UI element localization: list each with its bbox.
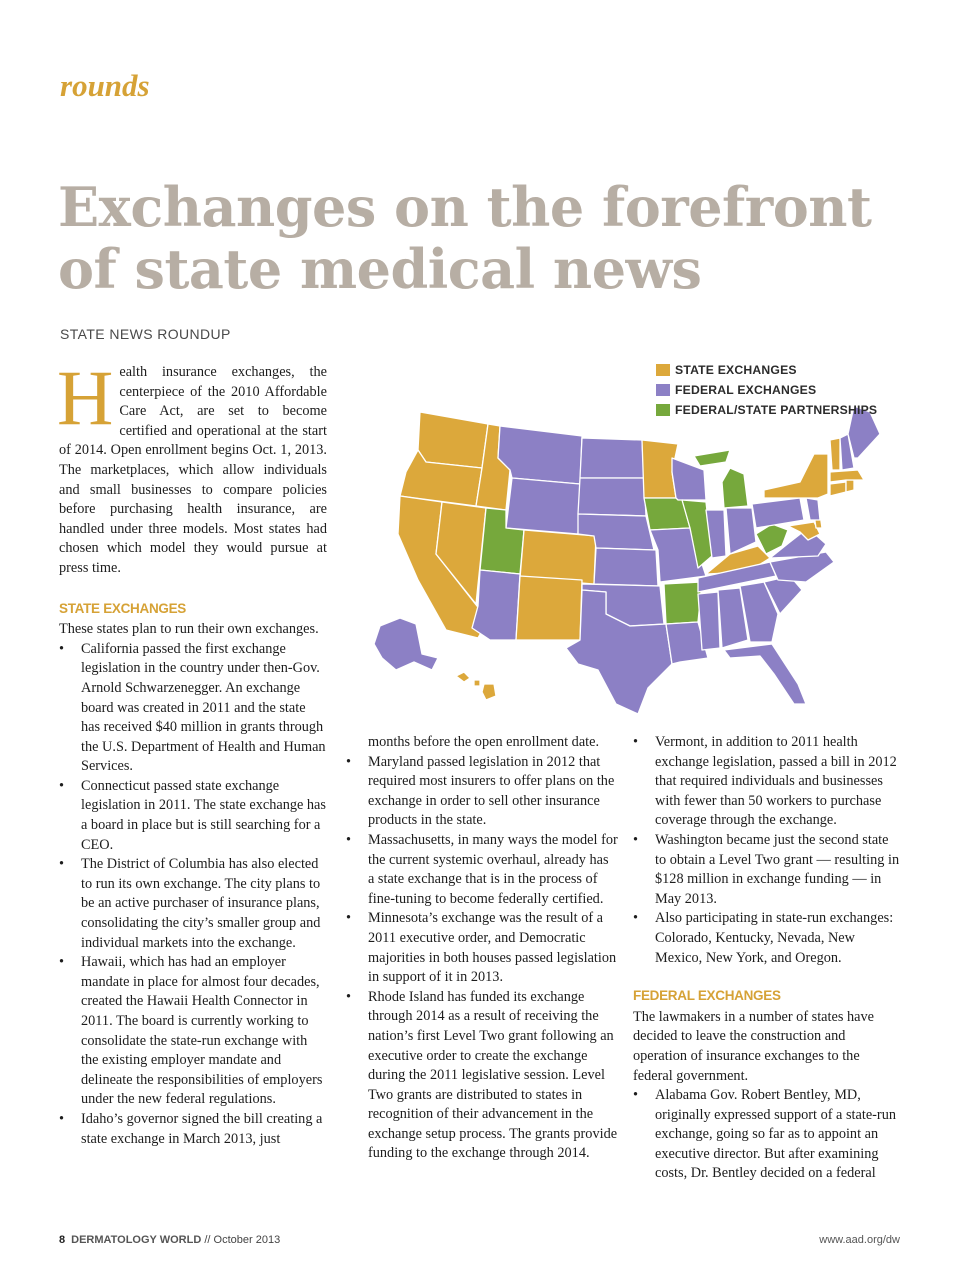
state-rhode-island [846,480,854,492]
intro-paragraph [57,354,327,579]
state-vermont [830,438,840,470]
article-column-2 [346,733,618,1164]
state-bullet-list [59,640,327,1149]
bullet-massachusetts: • Massachusetts, in many ways the model for the current systemic overhaul, already has a state exchange that is in the process of fine-tuning to become federally certified. [346,831,618,909]
page-number: 8 [59,1234,66,1246]
federal-exchanges-heading: FEDERAL EXCHANGES [633,988,781,1004]
legend-swatch-federal [656,384,670,396]
bullet-hawaii: • Hawaii, which has had an employer mandate in place for almost four decades, created the Hawaii Health Connector in 2011. The board is currently working to consolidate the state-run exchange with the existing employer mandate and delineate the responsibilities of employers under the new federal regulations. [59,953,327,1110]
kicker: STATE NEWS ROUNDUP [60,326,231,342]
state-alaska [374,618,438,670]
state-pennsylvania [752,498,804,528]
legend-item-federal [656,380,877,400]
article-column-3 [633,733,901,1184]
bullet-idaho: • Idaho’s governor signed the bill creating a state exchange in March 2013, just [59,1110,327,1149]
legend-item-state [656,360,877,380]
legend-swatch-partnership [656,404,670,416]
bullet-maryland: • Maryland passed legislation in 2012 that required most insurers to offer plans on the exchange in order to sell other insurance products in the state. [346,753,618,831]
bullet-connecticut: • Connecticut passed state exchange legislation in 2011. The state exchange has a board in place but is still searching for a CEO. [59,777,327,855]
bullet-california: • California passed the first exchange legislation in the country under then-Gov. Arnold Schwarzenegger. An exchange board was created in 2011 and the state has received $40 million in grants through the U.S. Department of Health and Human Services. [59,640,327,777]
idaho-continuation: months before the open enrollment date. [368,734,600,750]
state-colorado [520,530,596,584]
legend-label-state: STATE EXCHANGES [675,363,797,377]
map-legend [656,360,877,420]
issue-date: // October 2013 [204,1234,281,1246]
bullet-vermont: • Vermont, in addition to 2011 health exchange legislation, passed a bill in 2012 that required individuals and businesses with fewer than 50 workers to purchase coverage through the exchange. [633,733,901,831]
footer-left [59,1234,280,1246]
state-arkansas [664,582,702,624]
state-connecticut [830,482,846,496]
bullet-also-participating: • Also participating in state-run exchanges: Colorado, Kentucky, Nevada, New Mexico, New York, and Oregon. [633,909,901,968]
state-north-dakota [580,438,644,478]
state-new-jersey [806,498,820,520]
bullet-washington: • Washington became just the second state to obtain a Level Two grant — resulting in $128 million in exchange funding — in May 2013. [633,831,901,909]
state-bullet-list-3 [633,733,901,968]
section-label: rounds [60,68,150,103]
magazine-name: DERMATOLOGY WORLD [71,1234,202,1246]
state-mississippi [698,592,720,650]
state-south-dakota [578,478,646,516]
state-new-mexico [516,576,582,640]
state-hawaii [456,672,496,700]
bullet-alabama: • Alabama Gov. Robert Bentley, MD, originally expressed support of a state-run exchange, going so far as to appoint an executive director. But after examining costs, Dr. Bentley decided on a federal [633,1086,901,1184]
state-new-york [764,454,828,498]
state-exchanges-lead: These states plan to run their own exchanges. [59,621,319,638]
legend-label-partnership: FEDERAL/STATE PARTNERSHIPS [675,403,878,417]
headline: Exchanges on the forefront of state medical news [58,175,872,301]
state-washington [418,412,488,468]
state-kansas [594,548,658,586]
state-arizona [472,570,520,640]
federal-exchanges-lead: The lawmakers in a number of states have decided to leave the construction and operation of insurance exchanges to the federal government. [633,1008,874,1084]
federal-bullet-list [633,1086,901,1184]
footer-url: www.aad.org/dw [819,1234,900,1246]
state-michigan [722,468,748,508]
state-wyoming [506,478,580,534]
state-michigan-upper [694,450,730,466]
bullet-rhode-island: • Rhode Island has funded its exchange through 2014 as a result of receiving the nation’s first Level Two grant following an executive order to create the exchange during the 2011 legislative session. Level Two grants are distributed to states in recognition of their advancement in the exchange setup process. The grants provide funding to the exchange through 2014. [346,988,618,1164]
state-bullet-list-2 [346,753,618,1164]
bullet-district-of-columbia: • The District of Columbia has also elected to run its own exchange. The city plans to be an active purchaser of insurance plans, consolidating the city’s smaller group and individual markets into the exchange. [59,855,327,953]
state-exchanges-heading: STATE EXCHANGES [59,600,187,616]
state-massachusetts [830,470,864,482]
article-column-1 [57,354,327,1149]
legend-swatch-state [656,364,670,376]
legend-item-partnership [656,400,877,420]
state-florida [724,644,806,704]
bullet-minnesota: • Minnesota’s exchange was the result of a 2011 executive order, and Democratic majorities in both houses passed legislation in support of it in 2013. [346,909,618,987]
state-montana [498,426,582,484]
intro-text: ealth insurance exchanges, the centerpiece of the 2010 Affordable Care Act, are set to become certified and operational at the start of 2014. Open enrollment begins Oct. 1, 2013. The marketplaces, which allow individuals and small businesses to compare policies before purchasing health insurance, are handled under three models. Most states had chosen which model they would pursue at press time. [59,364,327,576]
state-ohio [726,508,756,554]
drop-cap: H [57,354,114,441]
legend-label-federal: FEDERAL EXCHANGES [675,383,817,397]
